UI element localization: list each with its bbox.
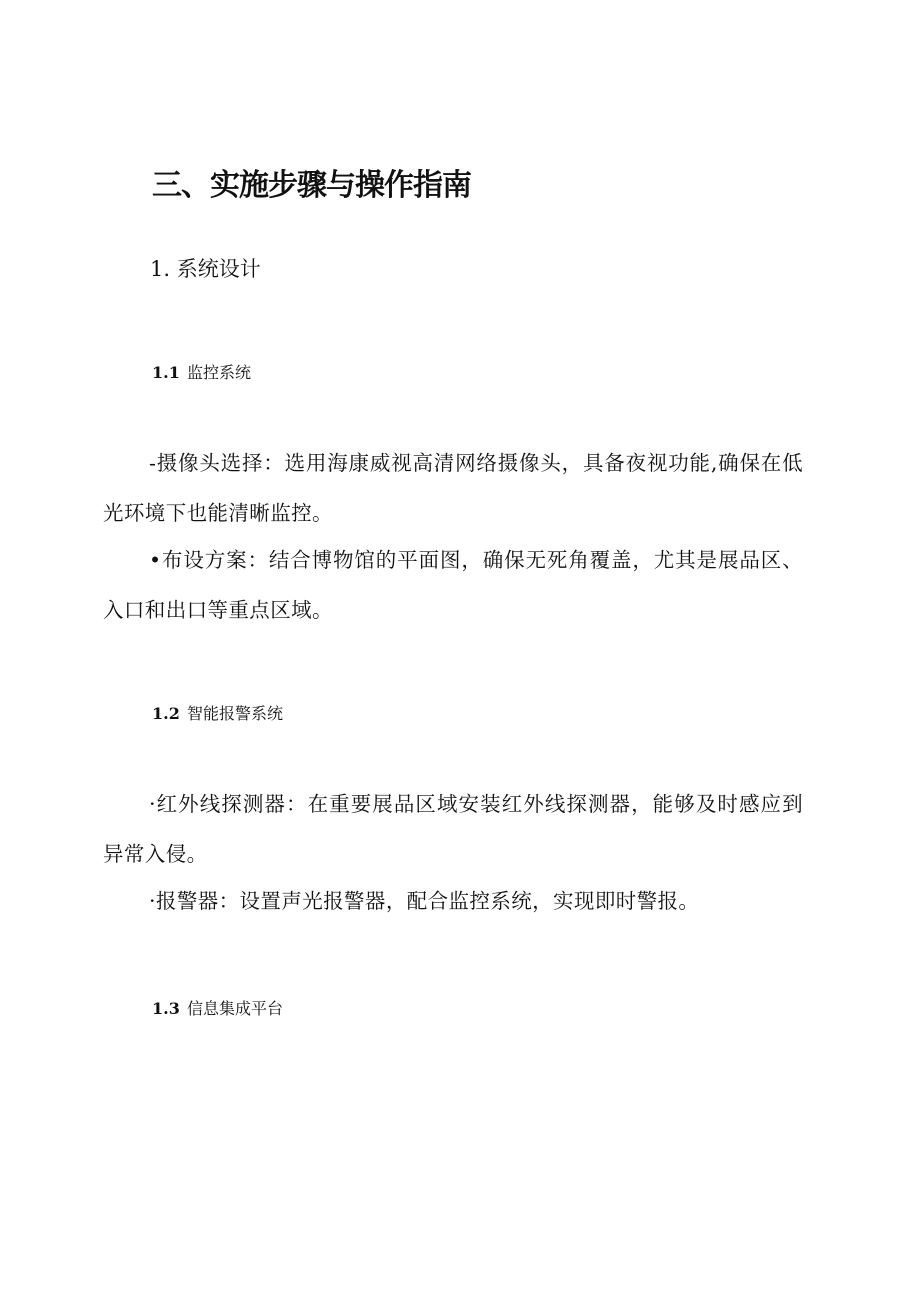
subsection-heading (152, 361, 251, 385)
subsection-number: 1.1 (152, 363, 180, 382)
subsection-number: 1.3 (152, 999, 180, 1018)
list-item: -摄像头选择：选用海康威视高清网络摄像头，具备夜视功能,确保在低光环境下也能清晰监控。 (103, 451, 803, 525)
page-title: 三、实施步骤与操作指南 (152, 168, 471, 203)
subsection-title: 信息集成平台 (187, 999, 284, 1018)
list-item: •布设方案：结合博物馆的平面图，确保无死角覆盖，尤其是展品区、入口和出口等重点区域。 (103, 548, 803, 622)
subsection-title: 监控系统 (187, 363, 252, 382)
list-item: ·红外线探测器：在重要展品区域安装红外线探测器，能够及时感应到异常入侵。 (103, 792, 803, 866)
subsection-number: 1.2 (152, 704, 180, 723)
list-item: ·报警器：设置声光报警器，配合监控系统，实现即时警报。 (149, 889, 700, 913)
section-heading: 1. 系统设计 (150, 257, 261, 281)
subsection-title: 智能报警系统 (187, 704, 284, 723)
subsection-heading (152, 702, 283, 726)
subsection-heading (152, 997, 283, 1021)
